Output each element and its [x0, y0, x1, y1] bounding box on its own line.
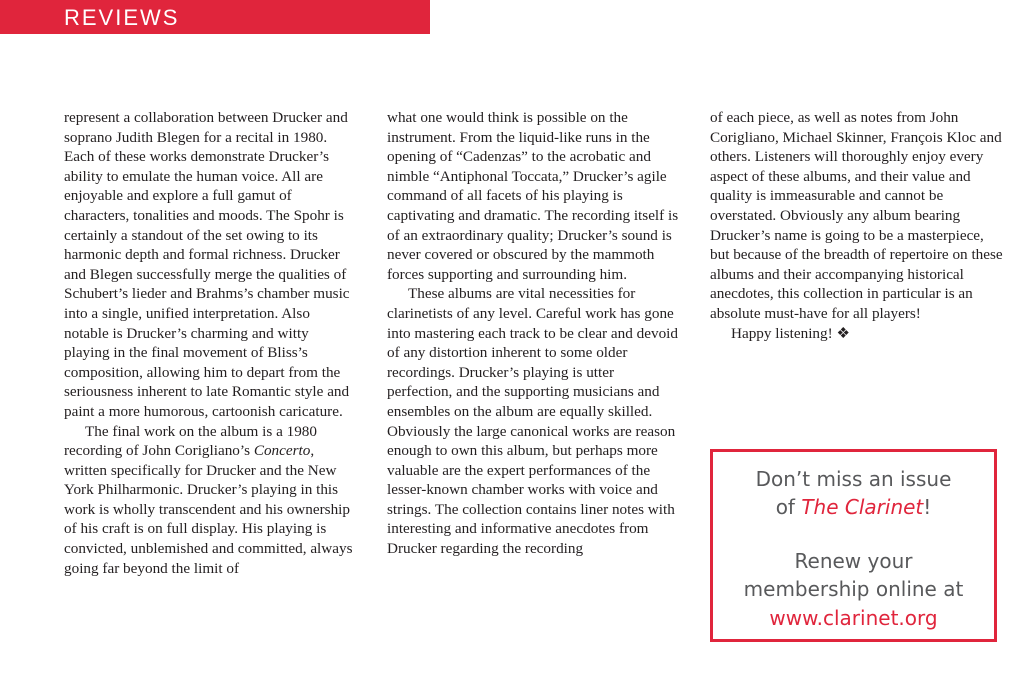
membership-ad — [710, 449, 997, 642]
section-header-bar — [0, 0, 430, 34]
paragraph: represent a collaboration between Drucker and soprano Judith Blegen for a recital in 1980. Each of these works demonstrate Drucker’s ability to emulate the human voice. All are enjoyable and explore a full gamut of characters, tonalities and moods. The Spohr is certainly a standout of the set owing to its harmonic depth and formal richness. Drucker and Blegen successfully merge the qualities of Schubert’s lieder and Brahms’s chamber music into a single, unified interpretation. Also notable is Drucker’s charming and witty playing in the final movement of Bliss’s composition, allowing him to depart from the seriousness inherent to late Romantic style and paint a more humorous, cartoonish caricature. — [64, 109, 350, 420]
article-column-2 — [387, 108, 681, 559]
article-column-1 — [64, 108, 358, 578]
paragraph: of each piece, as well as notes from John Corigliano, Michael Skinner, François Kloc and others. Listeners will thoroughly enjoy every aspect of these albums, and their value and quality is immeasurable and cannot be overstated. Obviously any album bearing Drucker’s name is going to be a masterpiece, but because of the breadth of repertoire on these albums and their accompanying historical anecdotes, this collection in particular is an absolute must-have for all players! — [710, 109, 1003, 322]
paragraph: what one would think is possible on the instrument. From the liquid-like runs in the opening of “Cadenzas” to the acrobatic and nimble “Antiphonal Toccata,” Drucker’s agile command of all facets of his playing is captivating and dramatic. The recording itself is of an extraordinary quality; Drucker’s sound is never covered or obscured by the mammoth forces supporting and surrounding him. — [387, 109, 679, 283]
ad-body-2: membership online at — [743, 577, 964, 601]
ad-body-1: Renew your — [794, 549, 913, 573]
section-title: REVIEWS — [64, 5, 180, 30]
ad-headline: Don’t miss an issue — [755, 467, 952, 491]
ad-text: of — [775, 495, 802, 519]
paragraph — [64, 422, 358, 579]
ad-text: ! — [923, 495, 932, 519]
paragraph-text: The final work on the album is a 1980 recording of John Corigliano’s — [64, 422, 317, 460]
ad-headline-2 — [713, 494, 994, 520]
paragraph-text: , written specifically for Drucker and the New York Philharmonic. Drucker’s playing in this work is wholly transcendent and his ownership of his craft is on full display. His playing is convicted, unblemished and committed, always going far beyond the limit of — [64, 442, 353, 577]
magazine-title: The Clarinet — [801, 495, 924, 519]
article-column-3 — [710, 108, 1004, 343]
ad-url-link[interactable]: www.clarinet.org — [769, 606, 938, 630]
work-title: Concerto — [253, 442, 311, 460]
paragraph: These albums are vital necessities for clarinetists of any level. Careful work has gone into mastering each track to be clear and devoid of any distortion inherent to some older recordings. Drucker’s playing is utter perfection, and the supporting musicians and ensembles on the album are equally skilled. Obviously the large canonical works are reason enough to own this album, but perhaps more valuable are the expert performances of the lesser-known chamber works with voice and strings. The collection contains liner notes with interesting and informative anecdotes from Drucker regarding the recording — [387, 285, 678, 558]
closing-line: Happy listening! ❖ — [731, 324, 851, 342]
